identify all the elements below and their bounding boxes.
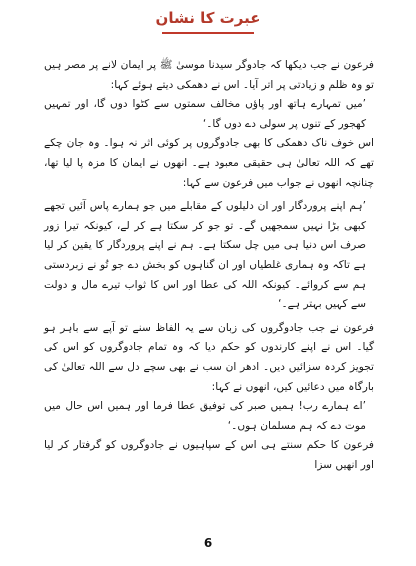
paragraph: فرعون کا حکم سنتے ہی اس کے سپاہیوں نے جادوگروں کو گرفتار کر لیا اور انھیں سزا [44,439,374,471]
body-text [44,56,374,475]
chapter-title: عبرت کا نشان [155,9,261,27]
paragraph: فرعون نے جب جادوگروں کی زبان سے یہ الفاظ سنے تو آپے سے باہر ہو گیا۔ اس نے اپنے کارندوں کو حکم دیا کہ وہ تمام جادوگروں کو اس کی تجویز کردہ سزائیں دیں۔ ادھر ان سب نے بھی سچے دل سے اللہ تعالیٰ کی بارگاہ میں دعائیں کیں، انھوں نے کہا: [44,321,374,393]
paragraph: اس خوف ناک دھمکی کا بھی جادوگروں پر کوئی اثر نہ ہوا۔ وہ جان چکے تھے کہ اللہ تعالیٰ ہی حقیقی معبود ہے۔ انھوں نے ایمان کا مزہ پا لیا تھا، چنانچہ انھوں نے جواب میں فرعون سے کہا: [44,137,374,189]
page-number: 6 [203,536,213,550]
paragraph: فرعون نے جب دیکھا کہ جادوگر سیدنا موسیٰ ﷺ پر ایمان لانے پر مصر ہیں تو وہ ظلم و زیادتی پر اتر آیا۔ اس نے دھمکی دیتے ہوئے کہا: [44,59,374,91]
quote-paragraph: ’ہم اپنے پروردگار اور ان دلیلوں کے مقابلے میں جو ہمارے پاس آئیں تجھے کبھی بڑا نہیں سمجھیں گے۔ تو جو کر سکتا ہے کر لے، کیونکہ تیرا زور صرف اس دنیا ہی میں چل سکتا ہے۔ ہم نے اپنے پروردگار کا یقین کر لیا ہے تاکہ وہ ہماری غلطیاں اور ان گناہوں کو بخش دے جو تُو نے زبردستی ہم سے کروائے۔ کیونکہ اللہ کی عطا اور اس کا ثواب تیرے مال و دولت سے کہیں بہتر ہے۔‘ [44,200,366,311]
quote-paragraph: ’میں تمہارے ہاتھ اور پاؤں مخالف سمتوں سے کٹوا دوں گا، اور تمہیں کھجور کے تنوں پر سولی دے دوں گا۔‘ [44,98,366,130]
chapter-header [0,8,416,28]
quote-paragraph: ’اے ہمارے رب! ہمیں صبر کی توفیق عطا فرما اور ہمیں اس حال میں موت دے کہ ہم مسلمان ہوں۔‘ [44,400,366,432]
title-underline [162,32,254,34]
